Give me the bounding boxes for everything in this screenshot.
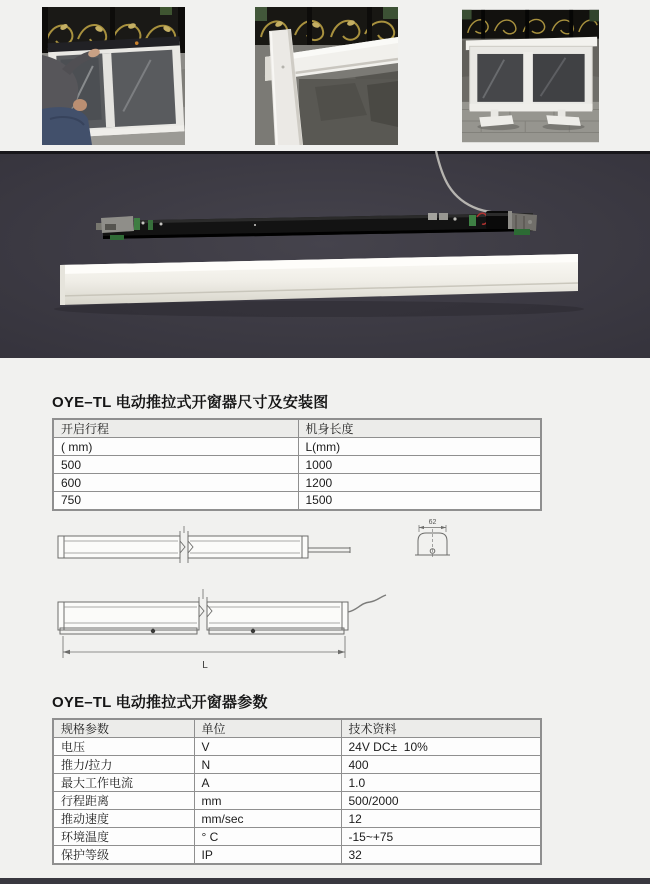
table-row bbox=[53, 438, 541, 456]
table-row bbox=[53, 474, 541, 492]
value-cell: 400 bbox=[341, 756, 541, 774]
param-cell: 推动速度 bbox=[53, 810, 194, 828]
unit-cell: ° C bbox=[194, 828, 341, 846]
dimensions-section-title: OYE–TL 电动推拉式开窗器尺寸及安装图 bbox=[52, 394, 329, 411]
table-row bbox=[53, 774, 541, 792]
table-row bbox=[53, 738, 541, 756]
glass-below-cover bbox=[299, 79, 398, 145]
value-cell: 1200 bbox=[298, 474, 541, 492]
photo-install-window bbox=[42, 7, 185, 145]
ornate-fence bbox=[462, 10, 599, 39]
unit-cell: L(mm) bbox=[298, 438, 541, 456]
dim-label-L: L bbox=[202, 660, 208, 671]
drawing-graphic bbox=[50, 518, 465, 678]
unit-cell: IP bbox=[194, 846, 341, 865]
panel-top-edge bbox=[0, 151, 650, 154]
param-cell: 环境温度 bbox=[53, 828, 194, 846]
value-cell: 500/2000 bbox=[341, 792, 541, 810]
drawing-top-view bbox=[58, 526, 350, 563]
drawing-length-dimension bbox=[63, 636, 345, 658]
value-cell: 24V DC± 10% bbox=[341, 738, 541, 756]
param-cell: 最大工作电流 bbox=[53, 774, 194, 792]
param-cell: 行程距离 bbox=[53, 792, 194, 810]
col-header-body-length: 机身长度 bbox=[298, 419, 541, 438]
bottom-dark-strip bbox=[0, 878, 650, 884]
param-cell: 保护等级 bbox=[53, 846, 194, 865]
col-header-unit: 单位 bbox=[194, 719, 341, 738]
value-cell: 750 bbox=[53, 492, 298, 510]
value-cell: 32 bbox=[341, 846, 541, 865]
product-photo-graphic bbox=[0, 151, 650, 358]
dimensions-table bbox=[52, 418, 542, 511]
drawing-cross-section bbox=[415, 525, 450, 559]
col-header-spec: 规格参数 bbox=[53, 719, 194, 738]
table-row bbox=[53, 792, 541, 810]
col-header-data: 技术资料 bbox=[341, 719, 541, 738]
photo-frame-corner bbox=[255, 7, 398, 145]
corner-photo-graphic bbox=[255, 7, 398, 145]
param-cell: 电压 bbox=[53, 738, 194, 756]
params-table bbox=[52, 718, 542, 865]
col-header-stroke: 开启行程 bbox=[53, 419, 298, 438]
params-section-title: OYE–TL 电动推拉式开窗器参数 bbox=[52, 694, 268, 711]
table-row bbox=[53, 756, 541, 774]
unit-cell: V bbox=[194, 738, 341, 756]
dim-label-62: 62 bbox=[428, 519, 437, 526]
installation-drawing bbox=[50, 518, 465, 678]
unit-cell: mm bbox=[194, 792, 341, 810]
value-cell: 1.0 bbox=[341, 774, 541, 792]
install-photo-graphic bbox=[42, 7, 185, 145]
drawing-bottom-view bbox=[58, 589, 386, 634]
table-row bbox=[53, 492, 541, 510]
table-row bbox=[53, 828, 541, 846]
table-header-row bbox=[53, 719, 541, 738]
value-cell: 12 bbox=[341, 810, 541, 828]
value-cell: -15~+75 bbox=[341, 828, 541, 846]
value-cell: 1000 bbox=[298, 456, 541, 474]
white-cover-profile bbox=[54, 254, 584, 317]
table-row bbox=[53, 846, 541, 865]
unit-cell: A bbox=[194, 774, 341, 792]
unit-cell: ( mm) bbox=[53, 438, 298, 456]
table-row bbox=[53, 810, 541, 828]
product-photo-panel bbox=[0, 151, 650, 358]
photo-demo-unit bbox=[462, 7, 599, 145]
value-cell: 1500 bbox=[298, 492, 541, 510]
unit-cell: mm/sec bbox=[194, 810, 341, 828]
table-header-row bbox=[53, 419, 541, 438]
value-cell: 500 bbox=[53, 456, 298, 474]
table-row bbox=[53, 456, 541, 474]
param-cell: 推力/拉力 bbox=[53, 756, 194, 774]
demo-photo-graphic bbox=[462, 7, 599, 145]
value-cell: 600 bbox=[53, 474, 298, 492]
unit-cell: N bbox=[194, 756, 341, 774]
